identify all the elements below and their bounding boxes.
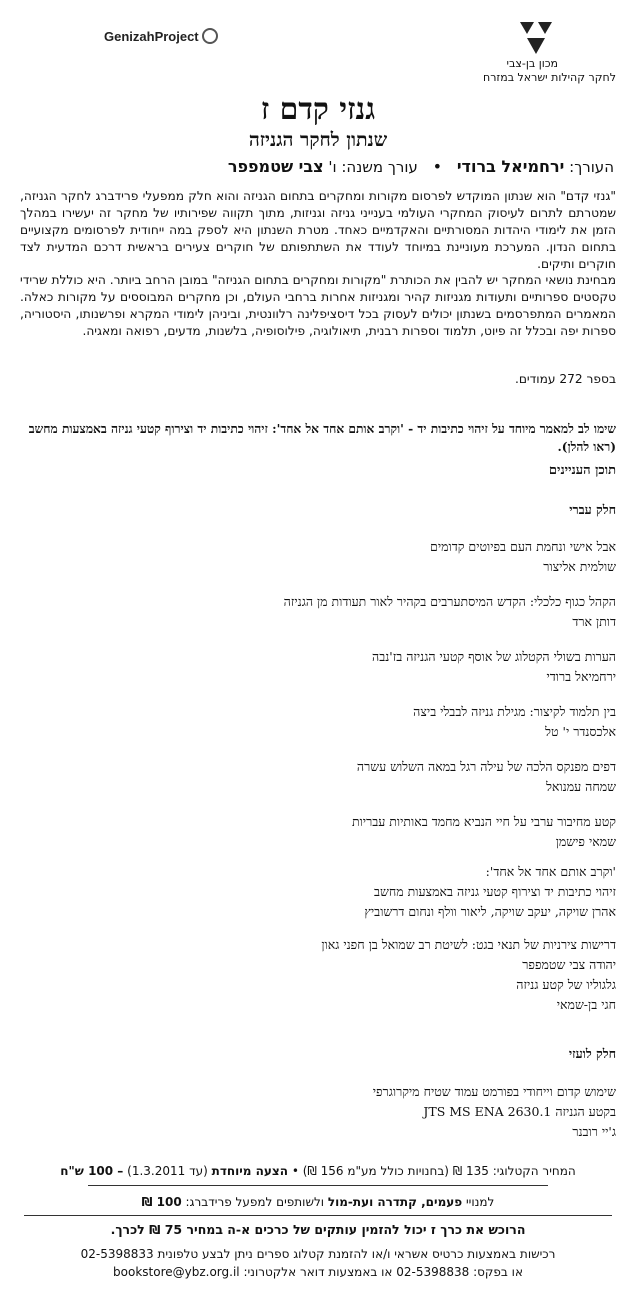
toc-entry	[357, 757, 616, 797]
toc-entry	[430, 537, 616, 577]
toc-entry-author: שמחה עמנואל	[546, 779, 616, 794]
price-line	[20, 1164, 616, 1178]
toc-entry	[373, 1082, 616, 1142]
catalog-price: המחיר הקטלוגי: 135 ₪ (בחנויות כולל מע"מ 156 ₪)	[302, 1164, 576, 1178]
toc-entry-title-line2: בקטע הגניזה JTS MS ENA 2630.1	[423, 1104, 616, 1119]
divider	[24, 1215, 612, 1216]
toc-entry-title: דפים מפנקס הלכה של עילה רגל במאה השלוש עשרה	[356, 759, 616, 774]
editor-label: העורך:	[569, 158, 614, 176]
editor-name: ירחמיאל ברודי	[456, 157, 565, 176]
buyer-offer-note: הרוכש את כרך ז יכול להזמין עותקים של כרכים א-ה במחיר 75 ₪ לכרך.	[110, 1222, 526, 1237]
book-subtitle: שנתון לחקר הגניזה	[248, 129, 388, 151]
toc-entry-title: הערות בשולי הקטלוג של אוסף קטעי הגניזה בז'נבה	[372, 649, 616, 664]
genizah-project-logo	[104, 28, 218, 44]
toc-entry	[284, 592, 616, 632]
toc-entry-title: בין תלמוד לקיצור: מגילת גניזה לבבלי ביצה	[413, 704, 616, 719]
special-offer-until: (עד 1.3.2011)	[127, 1164, 208, 1178]
editors-separator: •	[432, 157, 443, 176]
book-title: גנזי קדם ז	[260, 92, 376, 127]
institute-subtitle: לחקר קהילות ישראל במזרח	[483, 71, 616, 84]
toc-entry-title: אבל אישי ונחמת העם בפיוטים קדומים	[430, 539, 616, 554]
foreign-section-heading: חלק לועזי	[568, 1046, 616, 1061]
toc-entry-title: דרישות צירניות של תנאי בגט: לשיטת רב שמואל בן חפני גאון	[321, 937, 616, 952]
toc-entry-author: אהרן שויקה, יעקב שויקה, ליאור וולף ונחום דרשוביץ	[364, 904, 616, 919]
ben-zvi-logo	[514, 14, 558, 58]
order-contact-fax-email[interactable]: או בפקס: 02-5398838 או באמצעות דואר אלקטרוני: bookstore@ybz.org.il	[113, 1265, 523, 1279]
description-paragraph-2: מבחינת נושאי המחקר יש להבין את הכותרת "מקורות ומחקרים בתחום הגניזה" במובן הרחב ביותר. היא כוללת שרידי טקסטים ספרותיים ותעודות מגניזות קהיר ומגניזות אחרות ברחבי העולם, וכן מחקרים המבוססים על מקורות כאלה. המאמרים המתפרסמים בשנתון יכולים לעסוק בכל דיסציפלינה רלוונטית, וביניהן לימודי המקרא ופרשנותו, היסטוריה, ספרות יפה ובכלל זה פיוט, תלמוד וספרות רבנית, תיאולוגיה, פילוסופיה, בלשנות, מדעים, רפואה ומאגיה.	[19, 273, 616, 338]
page-count: בספר 272 עמודים.	[514, 372, 616, 386]
genizah-project-mark-icon	[202, 28, 218, 44]
toc-entry-title: 'וקרב אותם אחד אל אחד':	[485, 864, 616, 879]
toc-entry-author: שולמית אליצור	[543, 559, 616, 574]
toc-entry-author: ג'יי רובנר	[572, 1124, 616, 1139]
assistant-editor-prefix: ו'	[328, 158, 337, 176]
discount-middle: ולשותפים למפעל פרידברג:	[185, 1195, 325, 1209]
institute-name: מכון בן-צבי	[506, 57, 558, 70]
order-contact-phone: רכישות באמצעות כרטיס אשראי ו/או להזמנת קטלוג ספרים ניתן לבצע טלפונית 02-5398833	[80, 1247, 556, 1261]
toc-entry	[321, 935, 616, 975]
toc-entry-author: דותן ארד	[572, 614, 616, 629]
toc-entry	[516, 975, 616, 1015]
special-article-notice: שימו לב למאמר מיוחד על זיהוי כתיבות יד - 'וקרב אותם אחד אל אחד': זיהוי כתיבות יד וצירוף קטעי גניזה באמצעות מחשב (ראו להלן).	[28, 422, 616, 454]
description-paragraph-1: "גנזי קדם" הוא שנתון המוקדש לפרסום מקורות ומחקרים בתחום הגניזה והוא חלק ממפעלי פרידברג לחקר הגניזה, שמטרתם לתרום לעיסוק המחקרי העולמי בענייני גניזה וגניזות, מתוך תקווה שפירותיו של מחקר זה יעשירו במהלך הזמן את לימודי היהדות המסורתיים והאקדמיים כאחד. מטרת השנתון היא לספק במה ייחודית לפרסומים מקצועיים בתחום הנדון. המערכת מעוניינת במיוחד לעודד את השתתפותם של חוקרים צעירים בראשית דרכם המדעית לצד חוקרים ותיקים.	[20, 189, 616, 271]
toc-entry	[372, 647, 616, 687]
special-offer-label: הצעה מיוחדת	[211, 1164, 288, 1178]
toc-heading: תוכן העניינים	[548, 463, 616, 478]
discount-journals: פעמים, קתדרה ועת-מול	[327, 1195, 463, 1209]
assistant-editor-name: צבי שטמפפר	[227, 157, 324, 176]
ben-zvi-emblem-icon	[514, 14, 558, 58]
toc-entry-title: קטע מחיבור ערבי על חיי הנביא מחמד באותיות עבריות	[351, 814, 616, 829]
toc-entry-author: ירחמיאל ברודי	[546, 669, 616, 684]
special-offer-price: – 100 ש"ח	[60, 1164, 124, 1178]
subscriber-discount-line	[20, 1195, 616, 1209]
toc-entry-author: שמאי פישמן	[555, 834, 616, 849]
divider	[88, 1185, 548, 1186]
toc-entry-title-line2: זיהוי כתיבות יד וצירוף קטעי גניזה באמצעות מחשב	[373, 884, 616, 899]
toc-entry-author: חגי בן-שמאי	[556, 997, 616, 1012]
toc-entry	[352, 812, 616, 852]
discount-prefix: למנויי	[465, 1195, 495, 1209]
price-separator: •	[291, 1164, 299, 1178]
assistant-editor-label: עורך משנה:	[341, 158, 418, 176]
genizah-project-logo-text: GenizahProject	[104, 28, 199, 44]
toc-entry	[364, 862, 616, 922]
toc-entry-title: גלגוליו של קטע גניזה	[516, 977, 616, 992]
toc-entry-title: הקהל כגוף כלכלי: הקדש המיסתערבים בקהיר לאור תעודות מן הגניזה	[283, 594, 616, 609]
toc-entry	[413, 702, 616, 742]
toc-entry-author: יהודה צבי שטמפפר	[522, 957, 616, 972]
hebrew-section-heading: חלק עברי	[569, 502, 616, 517]
toc-entry-author: אלכסנדר י' טל	[545, 724, 616, 739]
editors-line	[40, 157, 614, 176]
toc-entry-title: שימוש קדום וייחודי בפורמט עמוד שטיח מיקרוגרפי	[372, 1084, 616, 1099]
discount-price: 100 ₪	[141, 1195, 182, 1209]
